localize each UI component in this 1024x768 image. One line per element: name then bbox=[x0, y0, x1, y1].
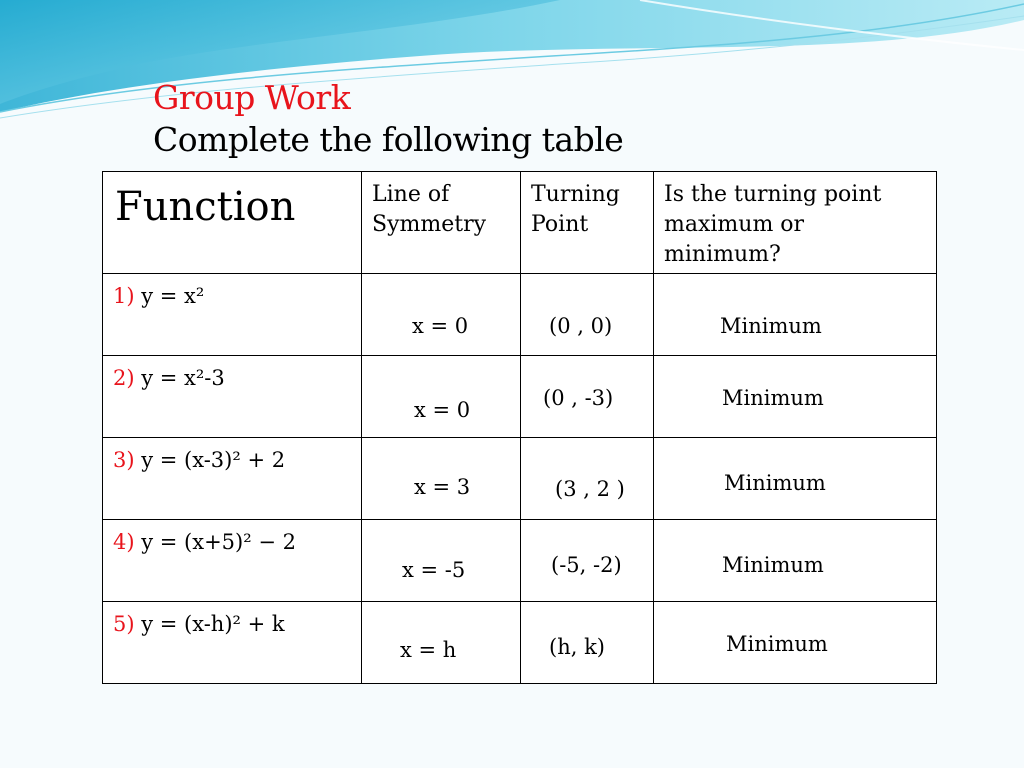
header-max-min-line3: minimum? bbox=[664, 242, 781, 267]
function-expression: y = x² bbox=[134, 284, 205, 308]
max-min-cell bbox=[654, 520, 937, 602]
function-expression: y = (x+5)² − 2 bbox=[134, 530, 296, 554]
symmetry-cell bbox=[362, 520, 521, 602]
header-max-min-line2: maximum or bbox=[664, 212, 805, 237]
header-turning-point bbox=[521, 172, 654, 274]
turning-point-value: (0 , 0) bbox=[549, 314, 613, 338]
header-max-min-line1: Is the turning point bbox=[664, 182, 882, 207]
function-cell bbox=[103, 274, 362, 356]
max-min-value: Minimum bbox=[720, 314, 822, 338]
table-row bbox=[103, 356, 937, 438]
symmetry-value: x = 3 bbox=[414, 475, 471, 499]
row-number: 1) bbox=[113, 284, 135, 308]
row-number: 5) bbox=[113, 612, 135, 636]
turning-point-cell bbox=[521, 602, 654, 684]
symmetry-cell bbox=[362, 274, 521, 356]
max-min-cell bbox=[654, 356, 937, 438]
turning-point-value: (h, k) bbox=[549, 635, 605, 659]
max-min-value: Minimum bbox=[726, 632, 828, 656]
symmetry-cell bbox=[362, 602, 521, 684]
table-row bbox=[103, 520, 937, 602]
max-min-cell bbox=[654, 602, 937, 684]
header-line-of-symmetry-line2: Symmetry bbox=[372, 212, 487, 237]
max-min-cell bbox=[654, 274, 937, 356]
table-header-row bbox=[103, 172, 937, 274]
symmetry-cell bbox=[362, 356, 521, 438]
header-turning-point-line2: Point bbox=[531, 212, 589, 237]
header-function: Function bbox=[103, 172, 362, 274]
turning-point-value: (0 , -3) bbox=[543, 386, 614, 410]
symmetry-value: x = 0 bbox=[412, 314, 469, 338]
symmetry-value: x = h bbox=[400, 638, 457, 662]
max-min-value: Minimum bbox=[722, 553, 824, 577]
function-expression: y = x²-3 bbox=[134, 366, 225, 390]
header-line-of-symmetry bbox=[362, 172, 521, 274]
max-min-value: Minimum bbox=[724, 471, 826, 495]
max-min-cell bbox=[654, 438, 937, 520]
function-expression: y = (x-h)² + k bbox=[134, 612, 285, 636]
table-row bbox=[103, 602, 937, 684]
row-number: 4) bbox=[113, 530, 135, 554]
turning-point-value: (3 , 2 ) bbox=[555, 477, 625, 501]
symmetry-value: x = -5 bbox=[402, 558, 466, 582]
turning-point-cell bbox=[521, 356, 654, 438]
header-max-min bbox=[654, 172, 937, 274]
function-cell bbox=[103, 356, 362, 438]
symmetry-value: x = 0 bbox=[414, 398, 471, 422]
turning-point-cell bbox=[521, 438, 654, 520]
function-cell bbox=[103, 438, 362, 520]
turning-point-cell bbox=[521, 274, 654, 356]
function-cell bbox=[103, 602, 362, 684]
symmetry-cell bbox=[362, 438, 521, 520]
row-number: 2) bbox=[113, 366, 135, 390]
turning-point-value: (-5, -2) bbox=[551, 553, 622, 577]
max-min-value: Minimum bbox=[722, 386, 824, 410]
turning-point-cell bbox=[521, 520, 654, 602]
header-line-of-symmetry-line1: Line of bbox=[372, 182, 450, 207]
function-expression: y = (x-3)² + 2 bbox=[134, 448, 286, 472]
title-block bbox=[153, 78, 623, 159]
title-subheading: Complete the following table bbox=[153, 119, 624, 159]
title-heading: Group Work bbox=[153, 78, 351, 117]
table-row bbox=[103, 274, 937, 356]
functions-table bbox=[102, 171, 937, 684]
header-turning-point-line1: Turning bbox=[531, 182, 620, 207]
table-row bbox=[103, 438, 937, 520]
row-number: 3) bbox=[113, 448, 135, 472]
function-cell bbox=[103, 520, 362, 602]
